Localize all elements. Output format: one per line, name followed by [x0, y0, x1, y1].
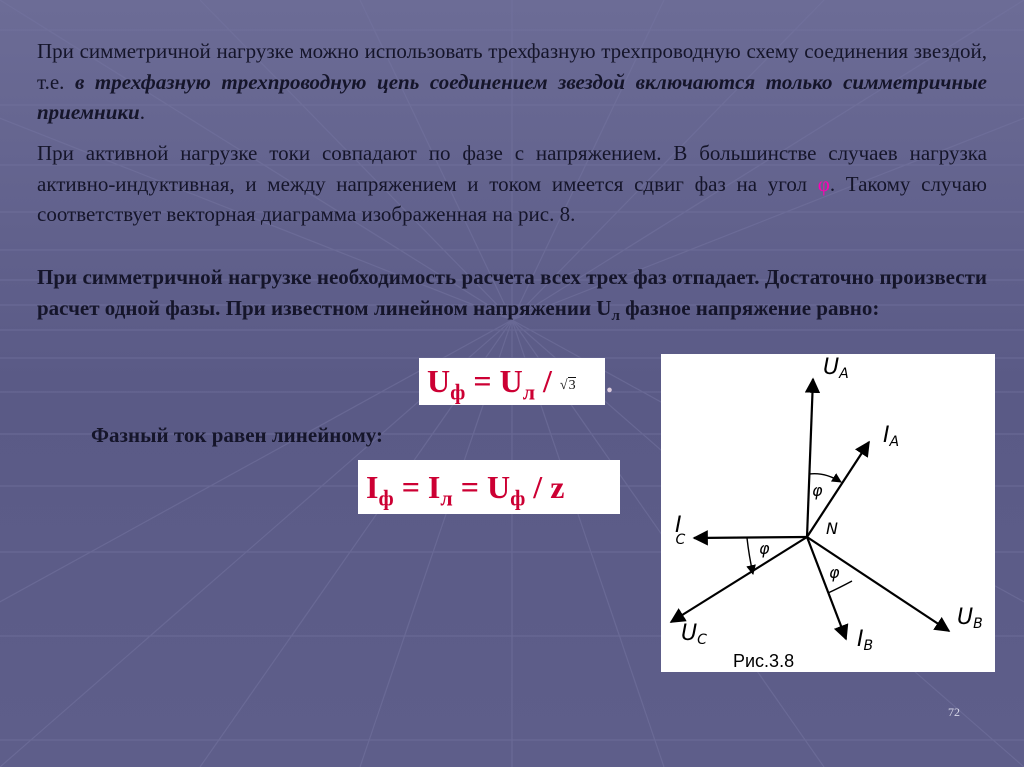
phi-arc-b [828, 581, 852, 593]
p1-text: При симметричной нагрузке можно использовать трехфазную трехпроводную схему соединения звездой, т.е. [37, 39, 987, 94]
label-n: N [826, 519, 838, 538]
figure-caption: Рис.3.8 [733, 651, 795, 671]
p1-end: . [139, 100, 145, 124]
sqrt-sign: √ [559, 378, 568, 393]
f1-equals: = [465, 363, 500, 399]
phi-label-a: φ [812, 481, 823, 500]
f2-sub-phase: ф [378, 485, 394, 511]
f2-equals-1: = [393, 469, 428, 505]
p3-text: При симметричной нагрузке необходимость расчета всех трех фаз отпадает. Достаточно произвести расчет одной фазы. При известном линейном напряжении U [37, 265, 987, 320]
f1-tail: . [606, 368, 613, 399]
p3-subscript: л [611, 307, 620, 324]
f2-u: U [486, 469, 511, 505]
phase-current-formula [358, 460, 620, 514]
vector-ua [807, 379, 813, 537]
vector-ib [807, 537, 846, 639]
label-uc: UC [681, 621, 707, 648]
phi-label-b: φ [829, 563, 840, 582]
label-ua: UA [823, 355, 849, 382]
paragraph-one-phase-calc [37, 262, 987, 331]
f2-sub-line: л [440, 485, 453, 511]
sqrt-three [560, 378, 576, 393]
p3-end: фазное напряжение равно: [619, 295, 880, 320]
f1-slash: / [535, 363, 560, 399]
phi-symbol: φ [817, 171, 830, 196]
paragraph-active-load [37, 138, 987, 230]
f1-sub-phase: ф [450, 379, 466, 405]
label-ic: I C [675, 513, 686, 548]
f1-u: U [427, 363, 451, 399]
label-ub: UB [957, 605, 983, 632]
f2-rest: / z [525, 469, 565, 505]
p1-italic-text: в трехфазную трехпроводную цепь соединением звездой включаются только симметричные приемники [37, 69, 987, 124]
vector-uc [671, 537, 807, 622]
sqrt-value: 3 [568, 378, 576, 393]
vector-diagram [661, 354, 995, 672]
label-ib: IB [857, 627, 874, 654]
phi-label-c: φ [759, 539, 770, 558]
phase-current-label: Фазный ток равен линейному: [91, 423, 384, 447]
page-number: 72 [948, 705, 960, 719]
f1-sub-line: л [522, 379, 536, 405]
p2-end: . Такому случаю соответствует векторная диаграмма изображенная на рис. 8. [37, 171, 987, 226]
vector-ub [807, 537, 949, 631]
label-ia: IA [883, 423, 900, 450]
f2-i: I [366, 469, 379, 505]
f2-i-line: I [427, 469, 441, 505]
paragraph-symmetric-load [37, 36, 987, 128]
f2-sub-phase-2: ф [510, 485, 526, 511]
phi-arc-c [747, 538, 753, 574]
vector-ic [694, 537, 807, 538]
phase-voltage-formula [419, 358, 605, 405]
f2-equals-2: = [452, 469, 487, 505]
p2-text: При активной нагрузке токи совпадают по фазе с напряжением. В большинстве случаев нагрузка активно-индуктивная, и между напряжением и током имеется сдвиг фаз на угол [37, 141, 987, 196]
f1-u-line: U [499, 363, 523, 399]
